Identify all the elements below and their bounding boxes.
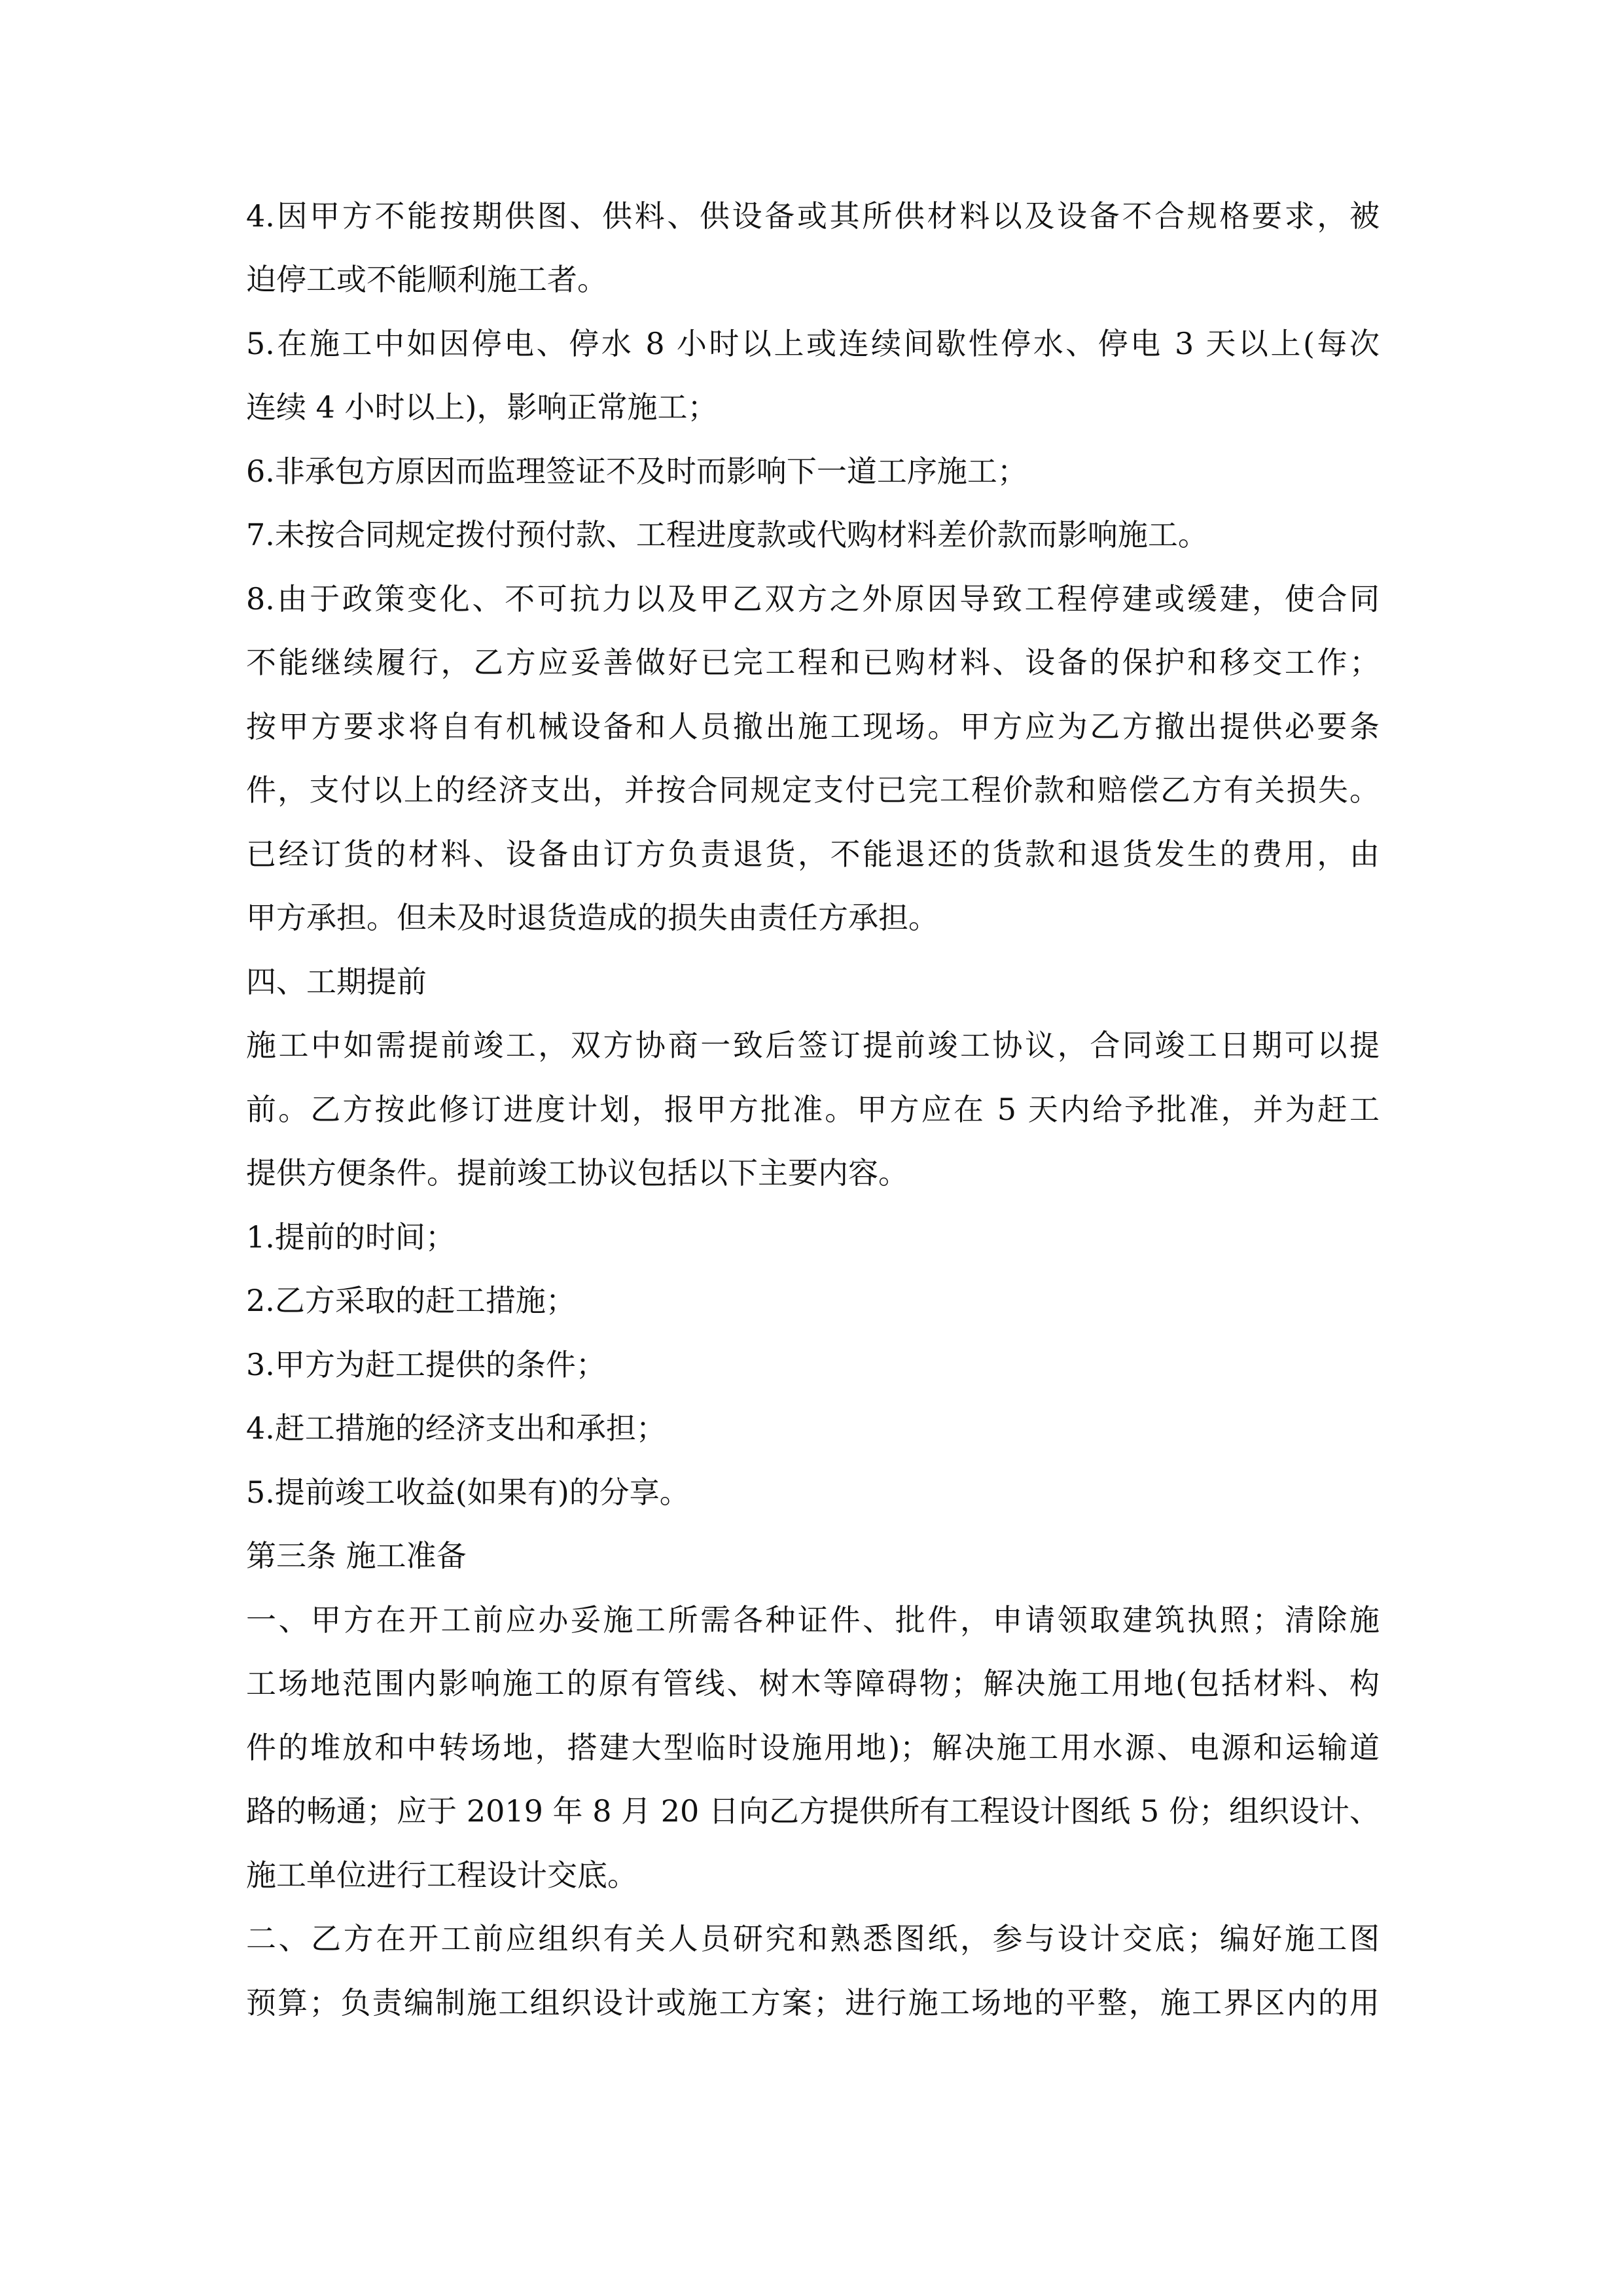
text-line: 已经订货的材料、设备由订方负责退货，不能退还的货款和退货发生的费用，由 (246, 836, 1380, 872)
text-line: 不能继续履行，乙方应妥善做好已完工程和已购材料、设备的保护和移交工作； (246, 645, 1380, 680)
text-line: 施工单位进行工程设计交底。 (246, 1857, 637, 1893)
text-line: 路的畅通；应于 2019 年 8 月 20 日向乙方提供所有工程设计图纸 5 份；组织设计、 (246, 1793, 1380, 1829)
text-line: 7.未按合同规定拨付预付款、工程进度款或代购材料差价款而影响施工。 (246, 517, 1208, 552)
text-line: 件，支付以上的经济支出，并按合同规定支付已完工程价款和赔偿乙方有关损失。 (246, 772, 1380, 808)
text-line: 6.非承包方原因而监理签证不及时而影响下一道工序施工； (246, 454, 1027, 489)
text-line: 工场地范围内影响施工的原有管线、树木等障碍物；解决施工用地(包括材料、构 (246, 1666, 1380, 1701)
text-line: 一、甲方在开工前应办妥施工所需各种证件、批件，申请领取建筑执照；清除施 (246, 1602, 1380, 1638)
section-heading: 四、工期提前 (246, 964, 427, 999)
text-line: 提供方便条件。提前竣工协议包括以下主要内容。 (246, 1155, 908, 1191)
text-line: 件的堆放和中转场地，搭建大型临时设施用地)；解决施工用水源、电源和运输道 (246, 1730, 1380, 1765)
list-item: 4.赶工措施的经济支出和承担； (246, 1410, 666, 1446)
text-line: 5.在施工中如因停电、停水 8 小时以上或连续间歇性停水、停电 3 天以上(每次 (246, 326, 1380, 361)
text-line: 4.因甲方不能按期供图、供料、供设备或其所供材料以及设备不合规格要求，被 (246, 198, 1380, 234)
text-line: 按甲方要求将自有机械设备和人员撤出施工现场。甲方应为乙方撤出提供必要条 (246, 709, 1380, 744)
text-line: 甲方承担。但未及时退货造成的损失由责任方承担。 (246, 900, 938, 935)
text-line: 施工中如需提前竣工，双方协商一致后签订提前竣工协议，合同竣工日期可以提 (246, 1028, 1380, 1063)
text-line: 迫停工或不能顺利施工者。 (246, 262, 607, 297)
list-item: 5.提前竣工收益(如果有)的分享。 (246, 1475, 690, 1510)
text-line: 二、乙方在开工前应组织有关人员研究和熟悉图纸，参与设计交底；编好施工图 (246, 1921, 1380, 1956)
text-line: 预算；负责编制施工组织设计或施工方案；进行施工场地的平整，施工界区内的用 (246, 1985, 1380, 2020)
text-line: 连续 4 小时以上)，影响正常施工； (246, 389, 718, 425)
list-item: 2.乙方采取的赶工措施； (246, 1283, 576, 1318)
list-item: 1.提前的时间； (246, 1219, 455, 1255)
text-line: 8.由于政策变化、不可抗力以及甲乙双方之外原因导致工程停建或缓建，使合同 (246, 581, 1380, 617)
text-line: 前。乙方按此修订进度计划，报甲方批准。甲方应在 5 天内给予批准，并为赶工 (246, 1092, 1380, 1127)
list-item: 3.甲方为赶工提供的条件； (246, 1347, 606, 1382)
article-heading: 第三条 施工准备 (246, 1538, 467, 1573)
